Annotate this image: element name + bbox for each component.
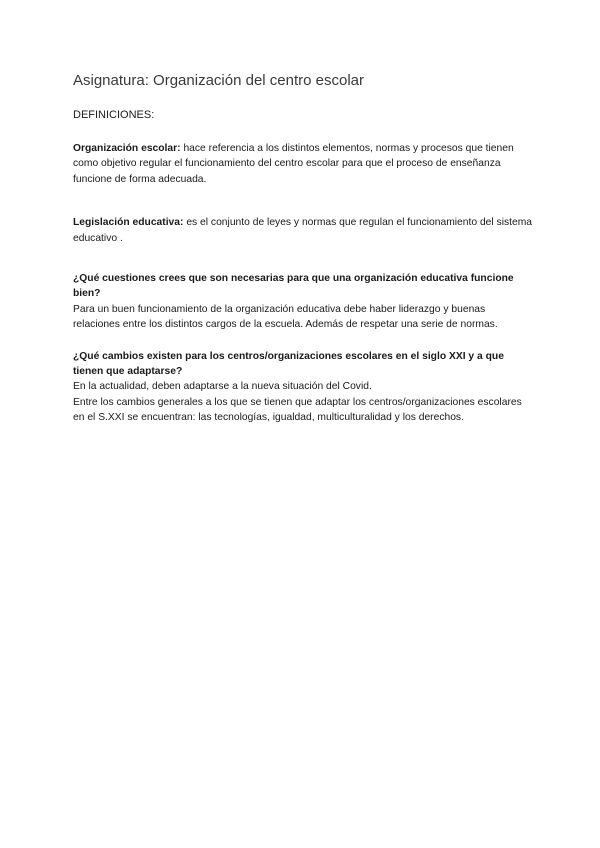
definition-legislacion (73, 215, 533, 246)
definition-term: Organización escolar: (73, 143, 181, 154)
definition-organizacion (73, 141, 533, 187)
definition-term: Legislación educativa: (73, 217, 184, 229)
question-text: ¿Qué cambios existen para los centros/organizaciones escolares en el siglo XXI y a que tienen que adaptarse? (73, 350, 504, 378)
answer-text: En la actualidad, deben adaptarse a la nueva situación del Covid. (73, 381, 372, 393)
question-text: ¿Qué cuestiones crees que son necesarias para que una organización educativa funcione bien? (73, 273, 514, 300)
question-block (73, 349, 533, 426)
answer-text: Entre los cambios generales a los que se tienen que adaptar los centros/organizaciones escolares en el S.XXI se encuentran: las tecnologías, igualdad, multiculturalidad y los derechos. (73, 396, 522, 424)
document-title: Asignatura: Organización del centro escolar (73, 72, 364, 89)
question-block (73, 271, 533, 333)
section-heading: DEFINICIONES: (73, 109, 155, 121)
definition-text: hace referencia a los distintos elementos, normas y procesos que tienen como objetivo regular el funcionamiento del centro escolar para que el proceso de enseñanza funcione de forma adecuada. (73, 143, 514, 185)
answer-text: Para un buen funcionamiento de la organización educativa debe haber liderazgo y buenas relaciones entre los distintos cargos de la escuela. Además de respetar una serie de normas. (73, 303, 498, 331)
definition-text: es el conjunto de leyes y normas que regulan el funcionamiento del sistema educativo . (73, 217, 533, 244)
document-page (73, 71, 533, 426)
